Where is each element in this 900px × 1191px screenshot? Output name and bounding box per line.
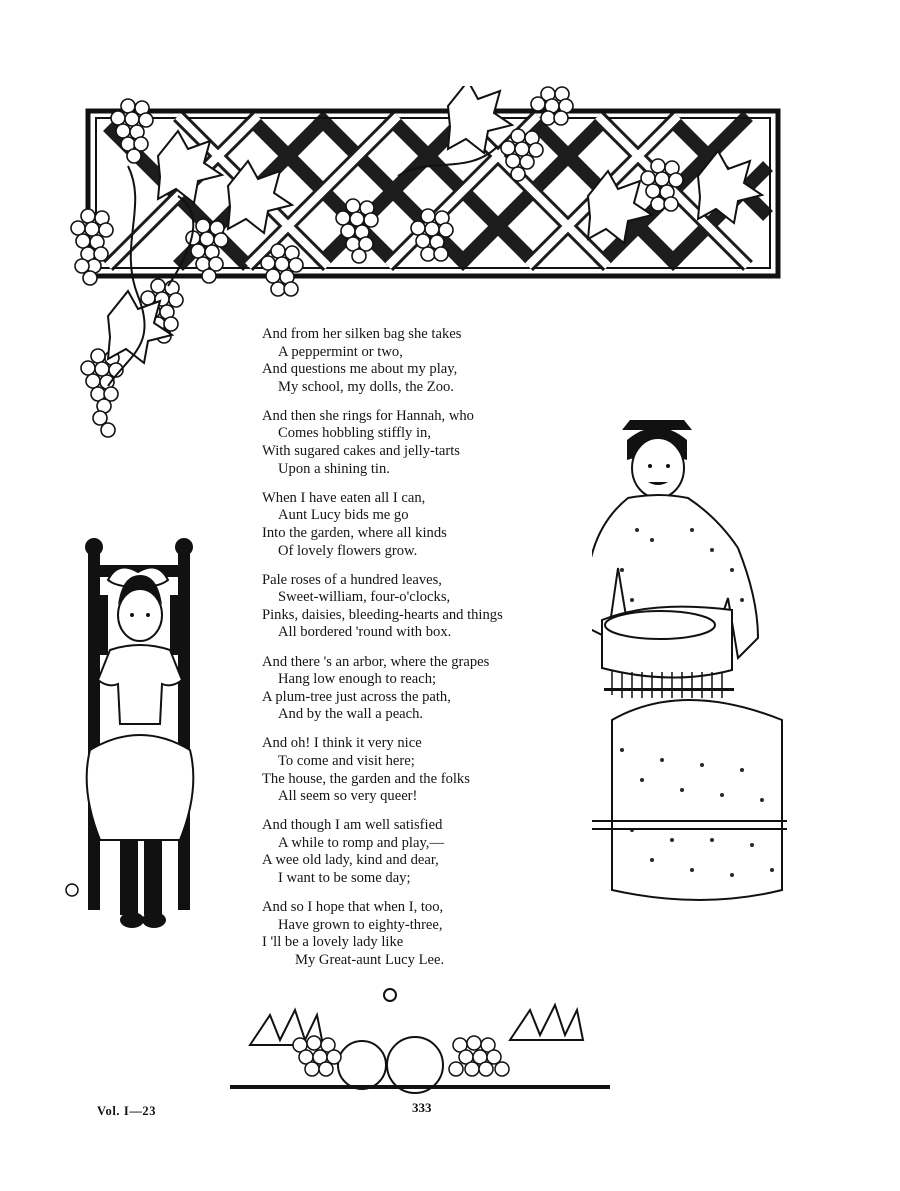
- poem-line: Upon a shining tin.: [278, 460, 390, 477]
- poem-line: Into the garden, where all kinds: [262, 524, 447, 541]
- volume-label: Vol. I—23: [97, 1104, 157, 1118]
- poem-line: And though I am well satisfied: [262, 817, 443, 834]
- stanza-7: [262, 817, 602, 887]
- poem-line: I 'll be a lovely lady like: [262, 934, 404, 951]
- poem-line: A wee old lady, kind and dear,: [262, 852, 439, 869]
- poem-line: Pinks, daisies, bleeding-hearts and things: [262, 606, 503, 623]
- poem-line: A peppermint or two,: [278, 343, 403, 360]
- poem-line: When I have eaten all I can,: [262, 489, 426, 506]
- poem-line: And by the wall a peach.: [278, 706, 424, 723]
- stanza-5: [262, 654, 602, 724]
- poem-line: Have grown to eighty-three,: [278, 916, 443, 933]
- poem-line: My school, my dolls, the Zoo.: [278, 378, 454, 395]
- page-number: 333: [412, 1100, 432, 1115]
- stanza-4: [262, 572, 602, 642]
- poem-line: My Great-aunt Lucy Lee.: [295, 951, 445, 968]
- poem-line: And there 's an arbor, where the grapes: [262, 653, 490, 670]
- poem-line: With sugared cakes and jelly-tarts: [262, 443, 460, 460]
- poem-line: Pale roses of a hundred leaves,: [262, 571, 442, 588]
- stanza-1: [262, 326, 602, 396]
- poem: [262, 326, 602, 981]
- poem-line: A while to romp and play,—: [278, 834, 445, 851]
- poem-line: To come and visit here;: [278, 752, 415, 769]
- poem-line: And from her silken bag she takes: [262, 326, 462, 342]
- stanza-8: [262, 899, 602, 969]
- stanza-3: [262, 490, 602, 560]
- poem-line: Comes hobbling stiffly in,: [278, 425, 431, 442]
- stanza-6: [262, 735, 602, 805]
- stanza-2: [262, 408, 602, 478]
- girl-in-chair-illustration: [60, 535, 230, 935]
- poem-line: And oh! I think it very nice: [262, 735, 422, 752]
- fruit-vignette: [230, 985, 610, 1095]
- poem-line: All seem so very queer!: [278, 788, 418, 805]
- poem-line: Of lovely flowers grow.: [278, 542, 418, 559]
- poem-line: And so I hope that when I, too,: [262, 899, 444, 916]
- poem-line: Sweet-william, four-o'clocks,: [278, 589, 451, 606]
- poem-line: Hang low enough to reach;: [278, 671, 437, 688]
- poem-line: Aunt Lucy bids me go: [278, 507, 409, 524]
- great-aunt-illustration: [592, 420, 792, 925]
- poem-line: The house, the garden and the folks: [262, 770, 470, 787]
- poem-line: All bordered 'round with box.: [278, 624, 452, 641]
- poem-line: I want to be some day;: [278, 870, 411, 887]
- poem-line: A plum-tree just across the path,: [262, 688, 451, 705]
- poem-line: And questions me about my play,: [262, 361, 458, 378]
- poem-line: And then she rings for Hannah, who: [262, 407, 474, 424]
